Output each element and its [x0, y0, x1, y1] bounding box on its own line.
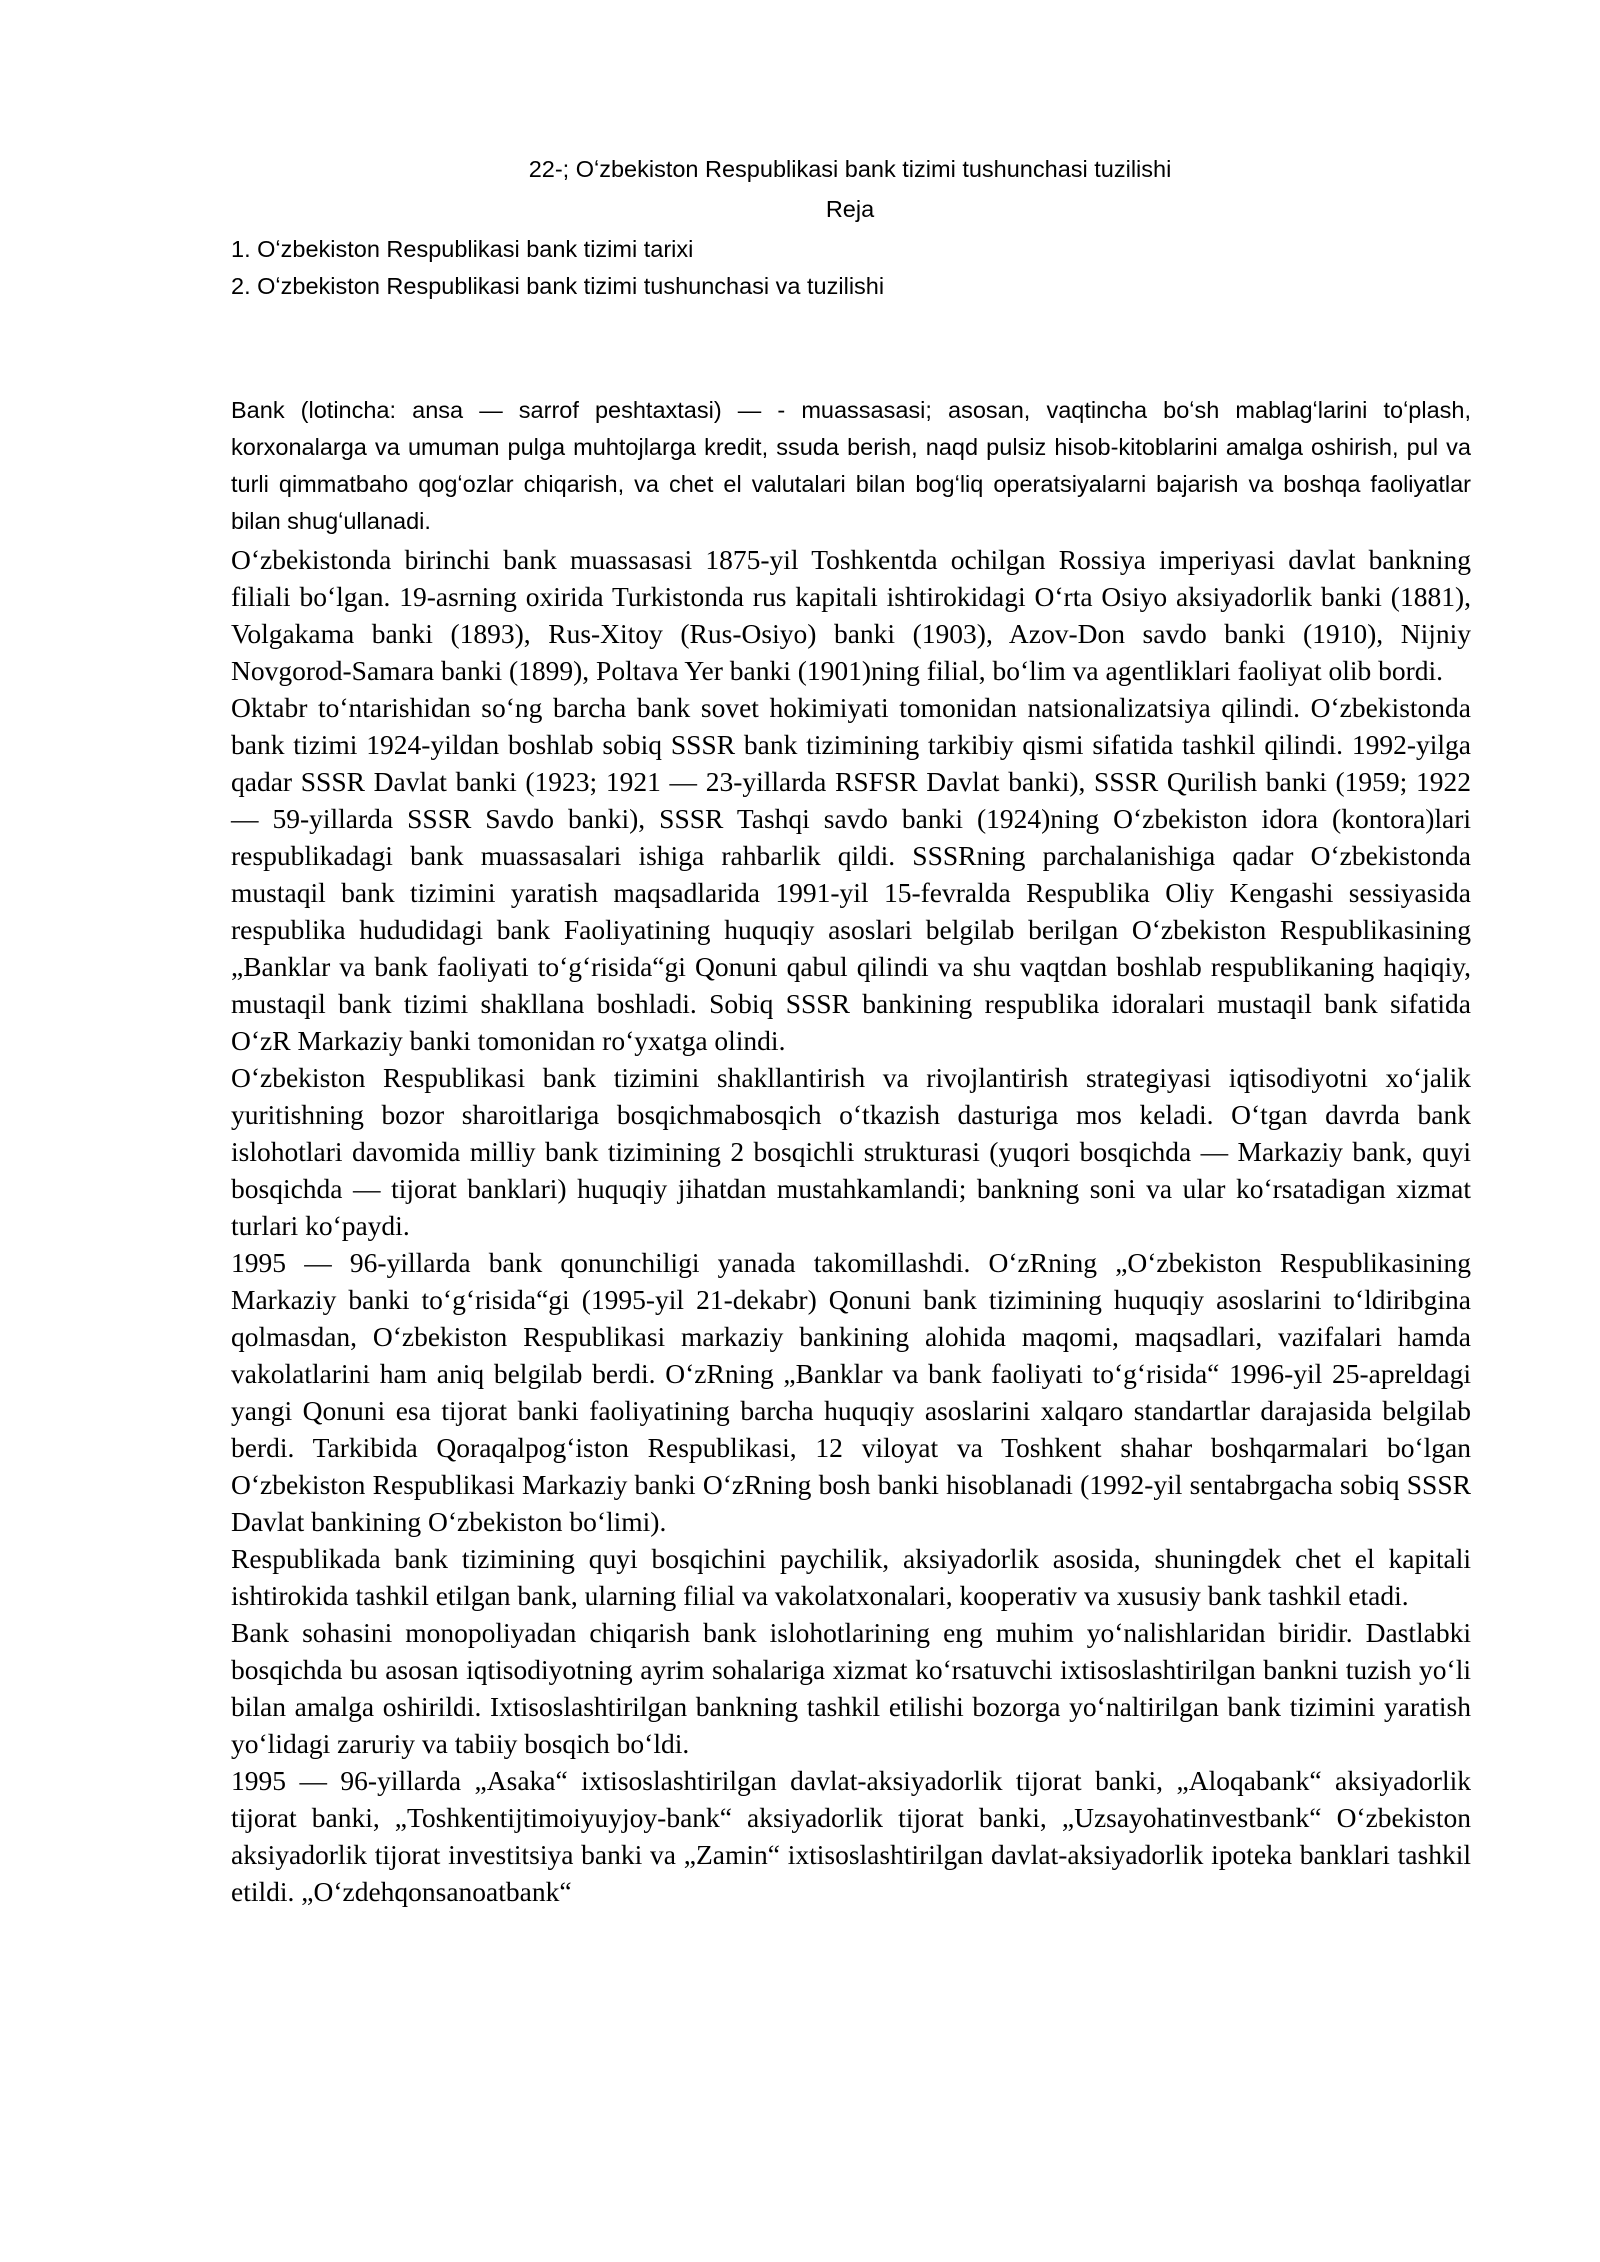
document-title: 22-; Oʻzbekiston Respublikasi bank tizimi tushunchasi tuzilishi: [528, 156, 1172, 182]
paragraph-new-banks: 1995 — 96-yillarda „Asaka“ ixtisoslashtirilgan davlat-aksiyadorlik tijorat banki, „Aloqabank“ aksiyadorlik tijorat banki, „Toshkentijtimoiyuyjoy-bank“ aksiyadorlik tijorat banki, „Uzsayohatinvestbank“ Oʻzbekiston aksiyadorlik tijorat investitsiya banki va „Zamin“ ixtisoslashtirilgan davlat-aksiyadorlik ipoteka banklari tashkil etildi. „Oʻzdehqonsanoatbank“: [231, 1765, 1471, 1907]
body-text: [231, 541, 1471, 1910]
paragraph-strategy: Oʻzbekiston Respublikasi bank tizimini shakllantirish va rivojlantirish strategiyasi iqtisodiyotni xoʻjalik yuritishning bozor sharoitlariga bosqichmabosqich oʻtkazish dasturiga mos keladi. Oʻtgan davrda bank islohotlari davomida milliy bank tizimining 2 bosqichli strukturasi (yuqori bosqichda — Markaziy bank, quyi bosqichda — tijorat banklari) huquqiy jihatdan mustahkamlandi; bankning soni va ular koʻrsatadigan xizmat turlari koʻpaydi.: [231, 1062, 1471, 1241]
paragraph-history: Oʻzbekistonda birinchi bank muassasasi 1875-yil Toshkentda ochilgan Rossiya imperiyasi davlat bankning filiali boʻlgan. 19-asrning oxirida Turkistonda rus kapitali ishtirokidagi Oʻrta Osiyo aksiyadorlik banki (1881), Volgakama banki (1893), Rus-Xitoy (Rus-Osiyo) banki (1903), Azov-Don savdo banki (1910), Nijniy Novgorod-Samara banki (1899), Poltava Yer banki (1901)ning filial, boʻlim va agentliklari faoliyat olib bordi.: [231, 544, 1471, 686]
paragraph-lower-tier: Respublikada bank tizimining quyi bosqichini paychilik, aksiyadorlik asosida, shuningdek chet el kapitali ishtirokida tashkil etilgan bank, ularning filial va vakolatxonalari, kooperativ va xususiy bank tashkil etadi.: [231, 1543, 1471, 1611]
plan-item: 2. Oʻzbekiston Respublikasi bank tizimi tushunchasi va tuzilishi: [231, 273, 885, 299]
paragraph-soviet-period: Oktabr toʻntarishidan soʻng barcha bank sovet hokimiyati tomonidan natsionalizatsiya qilindi. Oʻzbekistonda bank tizimi 1924-yildan boshlab sobiq SSSR bank tizimining tarkibiy qismi sifatida tashkil qilindi. 1992-yilga qadar SSSR Davlat banki (1923; 1921 — 23-yillarda RSFSR Davlat banki), SSSR Qurilish banki (1959; 1922 — 59-yillarda SSSR Savdo banki), SSSR Tashqi savdo banki (1924)ning Oʻzbekiston idora (kontora)lari respublikadagi bank muassasalari ishiga rahbarlik qildi. SSSRning parchalanishiga qadar Oʻzbekistonda mustaqil bank tizimini yaratish maqsadlarida 1991-yil 15-fevralda Respublika Oliy Kengashi sessiyasida respublika hududidagi bank Faoliyatining huquqiy asoslari belgilab berilgan Oʻzbekiston Respublikasining „Banklar va bank faoliyati toʻgʻrisida“gi Qonuni qabul qilindi va shu vaqtdan boshlab respublikaning haqiqiy, mustaqil bank tizimi shakllana boshladi. Sobiq SSSR bankining respublika idoralari mustaqil bank sifatida OʻzR Markaziy banki tomonidan roʻyxatga olindi.: [231, 692, 1471, 1056]
plan-list: [231, 231, 1471, 305]
intro-paragraph: Bank (lotincha: ansa — sarrof peshtaxtasi) — - muassasasi; asosan, vaqtincha boʻsh mablagʻlarini toʻplash, korxonalarga va umuman pulga muhtojlarga kredit, ssuda berish, naqd pulsiz hisob-kitoblarini amalga oshirish, pul va turli qimmatbaho qogʻozlar chiqarish, va chet el valutalari bilan bogʻliq operatsiyalarni bajarish va boshqa faoliyatlar bilan shugʻullanadi.: [231, 397, 1471, 534]
plan-item: 1. Oʻzbekiston Respublikasi bank tizimi tarixi: [231, 236, 694, 262]
plan-heading: Reja: [825, 196, 875, 222]
paragraph-demonopolization: Bank sohasini monopoliyadan chiqarish bank islohotlarining eng muhim yoʻnalishlaridan biridir. Dastlabki bosqichda bu asosan iqtisodiyotning ayrim sohalariga xizmat koʻrsatuvchi ixtisoslashtirilgan bankni tuzish yoʻli bilan amalga oshirildi. Ixtisoslashtirilgan bankning tashkil etilishi bozorga yoʻnaltirilgan bank tizimini yaratish yoʻlidagi zaruriy va tabiiy bosqich boʻldi.: [231, 1617, 1471, 1759]
paragraph-legislation: 1995 — 96-yillarda bank qonunchiligi yanada takomillashdi. OʻzRning „Oʻzbekiston Respublikasining Markaziy banki toʻgʻrisida“gi (1995-yil 21-dekabr) Qonuni bank tizimining huquqiy asoslarini toʻldiribgina qolmasdan, Oʻzbekiston Respublikasi markaziy bankining alohida maqomi, maqsadlari, vazifalari hamda vakolatlarini ham aniq belgilab berdi. OʻzRning „Banklar va bank faoliyati toʻgʻrisida“ 1996-yil 25-apreldagi yangi Qonuni esa tijorat banki faoliyatining barcha huquqiy asoslarini xalqaro standartlar darajasida belgilab berdi. Tarkibida Qoraqalpogʻiston Respublikasi, 12 viloyat va Toshkent shahar boshqarmalari boʻlgan Oʻzbekiston Respublikasi Markaziy banki OʻzRning bosh banki hisoblanadi (1992-yil sentabrgacha sobiq SSSR Davlat bankining Oʻzbekiston boʻlimi).: [231, 1247, 1471, 1537]
